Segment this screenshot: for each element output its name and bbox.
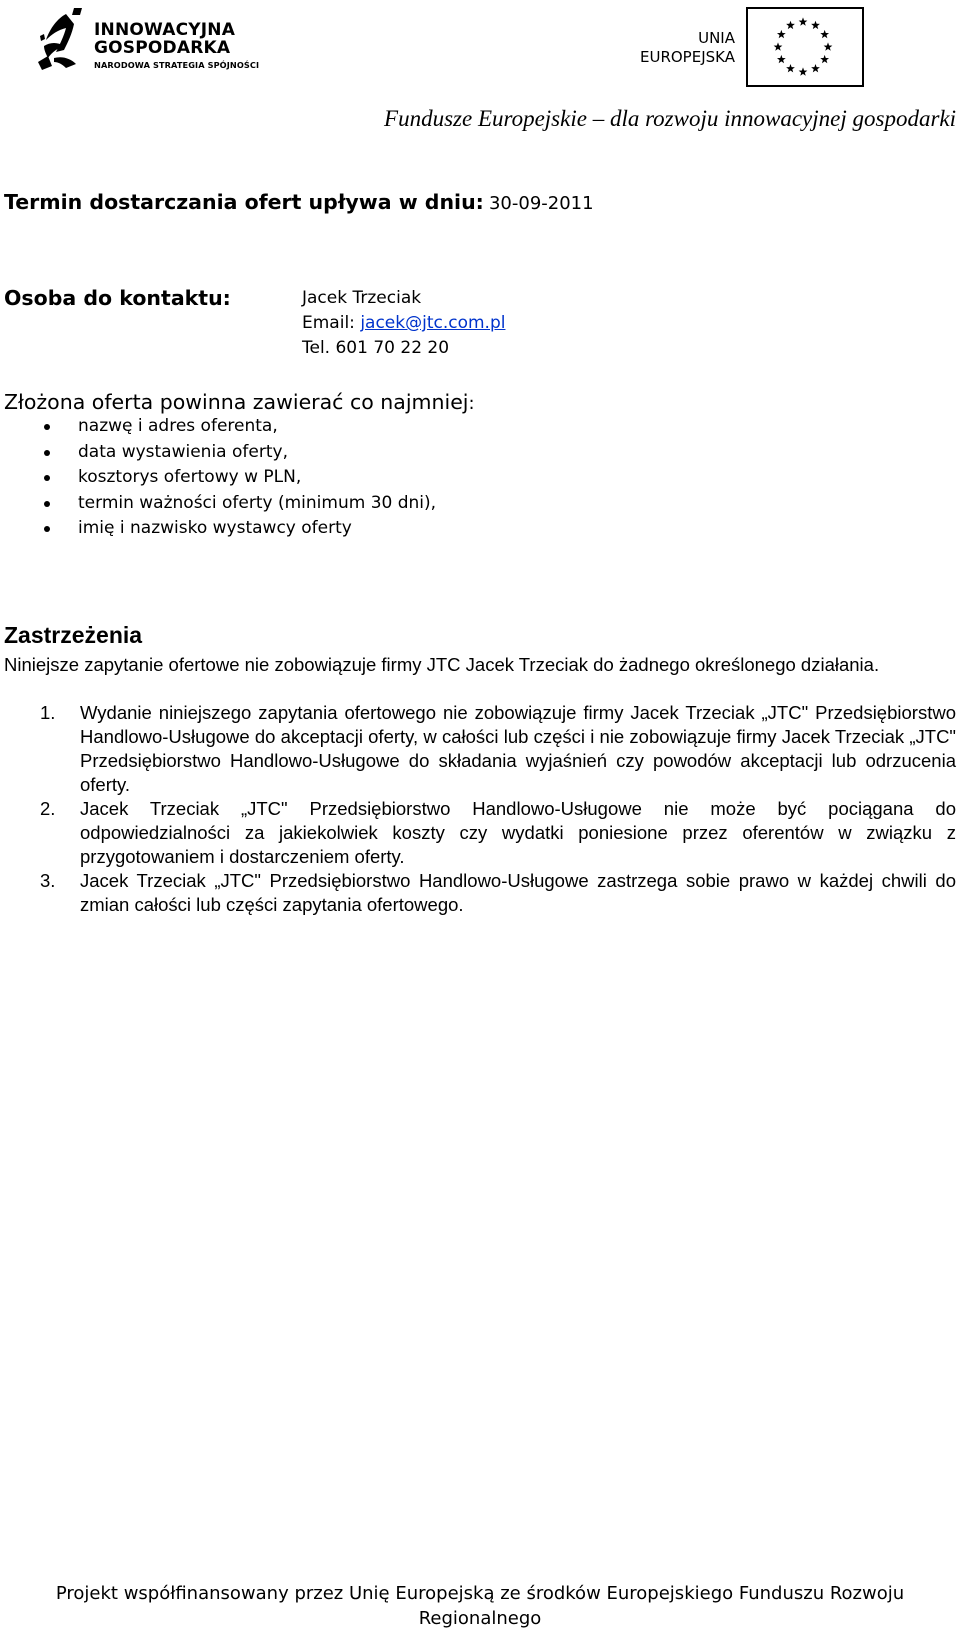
eu-logo-line-1: UNIA bbox=[698, 29, 735, 47]
reservations-points bbox=[40, 701, 956, 917]
contact-email-line bbox=[302, 313, 505, 333]
point-text: Jacek Trzeciak „JTC" Przedsiębiorstwo Handlowo-Usługowe nie może być pociągana do odpowiedzialności za jakiekolwiek koszty czy wydatki poniesione przez oferentów w związku z przygotowaniem i dostarczeniem oferty. bbox=[80, 798, 956, 867]
deadline-line bbox=[4, 190, 594, 214]
point-number: 2. bbox=[40, 798, 56, 819]
list-item: nazwę i adres oferenta, bbox=[44, 414, 436, 440]
eu-logo-line-2: EUROPEJSKA bbox=[640, 48, 735, 66]
logo-line-3: NARODOWA STRATEGIA SPÓJNOŚCI bbox=[94, 60, 260, 70]
point-number: 1. bbox=[40, 702, 56, 723]
offer-heading-line bbox=[4, 390, 475, 414]
point-number: 3. bbox=[40, 870, 56, 891]
offer-heading-colon: : bbox=[468, 393, 475, 414]
reservation-point-2 bbox=[40, 797, 956, 869]
list-item: termin ważności oferty (minimum 30 dni), bbox=[44, 491, 436, 517]
innowacyjna-gospodarka-logo bbox=[36, 6, 266, 72]
reservation-point-1 bbox=[40, 701, 956, 797]
reservations-intro: Niniejsze zapytanie ofertowe nie zobowiązuje firmy JTC Jacek Trzeciak do żadnego określonego działania. bbox=[4, 654, 880, 675]
list-item: kosztorys ofertowy w PLN, bbox=[44, 465, 436, 491]
deadline-value: 30-09-2011 bbox=[488, 193, 594, 214]
innowacyjna-gospodarka-mark-icon bbox=[36, 6, 86, 72]
logo-line-1: INNOWACYJNA bbox=[94, 20, 236, 40]
point-text: Wydanie niniejszego zapytania ofertowego nie zobowiązuje firmy Jacek Trzeciak „JTC" Przedsiębiorstwo Handlowo-Usługowe do akceptacji oferty, w całości lub części i nie zobowiązuje firmy Jacek Trzeciak „JTC" Przedsiębiorstwo Handlowo-Usługowe do składania wyjaśnień czy powodów akceptacji lub odrzucenia oferty. bbox=[80, 702, 956, 795]
deadline-label: Termin dostarczania ofert upływa w dniu: bbox=[4, 190, 484, 214]
contact-email-label: Email: bbox=[302, 313, 355, 333]
offer-heading: Złożona oferta powinna zawierać co najmniej bbox=[4, 390, 469, 414]
contact-name: Jacek Trzeciak bbox=[302, 288, 422, 308]
offer-requirements-list bbox=[44, 414, 436, 542]
eu-logo bbox=[635, 6, 865, 88]
footer-text: Projekt współfinansowany przez Unię Europejską ze środków Europejskiego Funduszu Rozwoju Regionalnego bbox=[55, 1583, 905, 1629]
contact-phone: Tel. 601 70 22 20 bbox=[302, 338, 450, 358]
list-item: imię i nazwisko wystawcy oferty bbox=[44, 516, 436, 542]
reservation-point-3 bbox=[40, 869, 956, 917]
reservations-heading: Zastrzeżenia bbox=[4, 622, 143, 648]
point-text: Jacek Trzeciak „JTC" Przedsiębiorstwo Handlowo-Usługowe zastrzega sobie prawo w każdej chwili do zmian całości lub części zapytania ofertowego. bbox=[80, 870, 956, 915]
tagline: Fundusze Europejskie – dla rozwoju innowacyjnej gospodarki bbox=[384, 106, 956, 131]
contact-email-link[interactable]: jacek@jtc.com.pl bbox=[360, 313, 506, 333]
logo-line-2: GOSPODARKA bbox=[94, 38, 231, 58]
list-item: data wystawienia oferty, bbox=[44, 440, 436, 466]
contact-label: Osoba do kontaktu: bbox=[4, 286, 231, 310]
eu-flag-icon bbox=[745, 6, 865, 88]
